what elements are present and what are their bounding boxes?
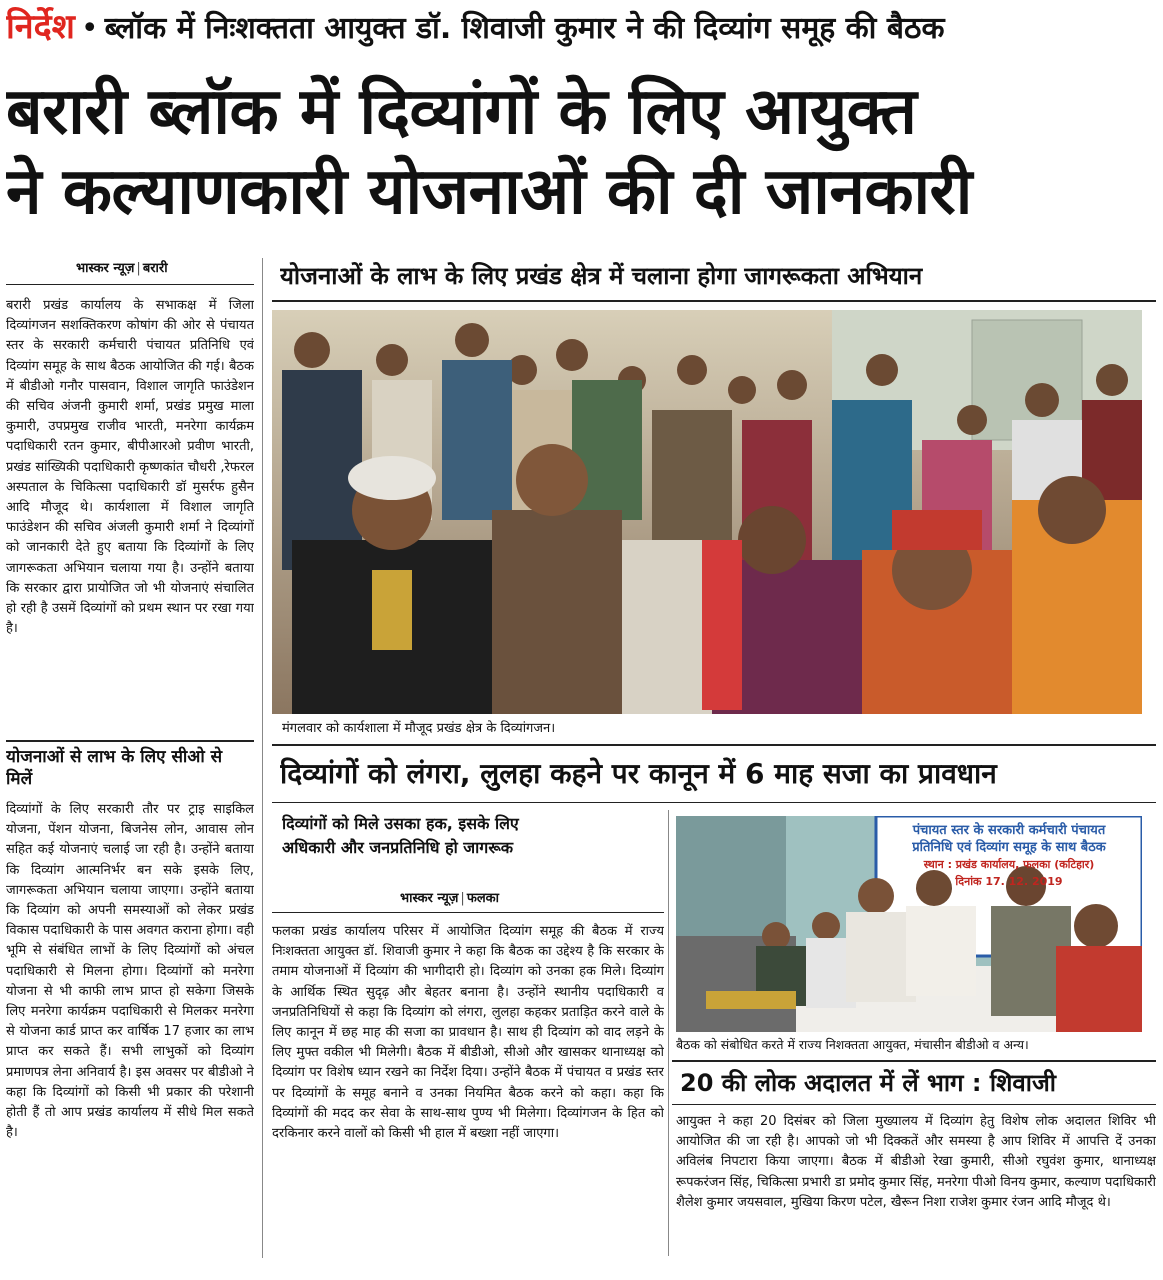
photo1-caption: मंगलवार को कार्यशाला में मौजूद प्रखंड क्षेत्र के दिव्यांगजन। xyxy=(282,721,556,736)
photo1-headline-rule xyxy=(272,300,1156,302)
photo2-banner-line-3: स्थान : प्रखंड कार्यालय, फलका (कटिहार) xyxy=(923,858,1095,871)
third-story-headline: 20 की लोक अदालत में लें भाग : शिवाजी xyxy=(680,1069,1056,1097)
left-body-2: दिव्यांगों के लिए सरकारी तौर पर ट्राइ साइकिल योजना, पेंशन योजना, बिजनेस लोन, आवास लोन सहित कई योजनाएं चलाई जा रही है। उन्होंने बताया कि दिव्यांग आत्मनिर्भर बन सके इसके लिए, जागरूकता अभियान चलाया जाएगा। उन्होंने बताया कि दिव्यांग को अपनी समस्याओं को लेकर प्रखंड विकास पदाधिकारी के पास अवगत कराना होगा। वही भूमि से संबंधित लाभों के लिए दिव्यांगों को अंचल पदाधिकारी से मिलना होगा। दिव्यांगों को मनरेगा योजना से भी काफी लाभ प्राप्त हो सकेगा जिसके लिए मनरेगा कार्यक्रम पदाधिकारी से मिलकर मनरेगा से योजना कार्ड प्राप्त कर वार्षिक 17 हजार का लाभ प्राप्त कर सकते हैं। सभी लाभुकों को दिव्यांग प्रमाणपत्र लेना अनिवार्य है। इस अवसर पर बीडीओ ने कहा कि दिव्यांगों को किसी भी प्रकार की परेशानी होती हैं तो आप प्रखंड कार्यालय में सीधे मिल सकते है। xyxy=(6,802,254,1141)
second-story-deck-line-2: अधिकारी और जनप्रतिनिधि हो जागरूक xyxy=(282,838,514,857)
kicker xyxy=(6,2,1156,58)
main-headline-line-1: बरारी ब्लॉक में दिव्यांगों के लिए आयुक्त xyxy=(6,75,917,149)
photo1-headline: योजनाओं के लाभ के लिए प्रखंड क्षेत्र में चलाना होगा जागरूकता अभियान xyxy=(280,262,923,290)
left-byline-rule xyxy=(6,284,254,285)
left-subhead-rule xyxy=(6,740,254,742)
photo2-banner-line-1: पंचायत स्तर के सरकारी कर्मचारी पंचायत xyxy=(912,823,1106,838)
second-story-top-rule xyxy=(272,744,1156,746)
second-byline-rule xyxy=(272,912,664,913)
photo2-banner xyxy=(882,822,1136,890)
left-byline-place: बरारी xyxy=(142,261,168,276)
left-body: बरारी प्रखंड कार्यालय के सभाकक्ष में जिला दिव्यांगजन सशक्तिकरण कोषांग की ओर से पंचायत स्तर के सरकारी कर्मचारी पंचायत प्रतिनिधि एवं दिव्यांग समूह के साथ बैठक आयोजित की गई। बैठक में बीडीओ गनौर पासवान, विशाल जागृति फाउंडेशन की सचिव अंजनी कुमारी शर्मा, प्रखंड प्रमुख माला कुमारी, उपप्रमुख राजीव भारती, मनरेगा कार्यक्रम पदाधिकारी रतन कुमार, बीपीआरओ प्रवीण भारती, प्रखंड सांख्यिकी पदाधिकारी कृष्णकांत चौधरी ,रेफरल अस्पताल के चिकित्सा पदाधिकारी डॉ मुसर्रफ हुसैन आदि मौजूद थे। कार्यशाला में विशाल जागृति फाउंडेशन की सचिव अंजली कुमारी शर्मा ने दिव्यांगों को जानकारी देते हुए बताया कि दिव्यांगों के लिए जागरूकता अभियान चलाया गया है। उन्होंने बताया कि सरकार द्वारा प्रायोजित जो भी योजनाएं संचालित हो रही है उसमें दिव्यांगों को प्रथम स्थान पर रखा गया है। xyxy=(6,298,254,637)
second-story-deck-line-1: दिव्यांगों को मिले उसका हक, इसके लिए xyxy=(282,814,519,833)
column-divider xyxy=(262,258,263,1258)
second-story-body: फलका प्रखंड कार्यालय परिसर में आयोजित दिव्यांग समूह की बैठक में राज्य निःशक्तता आयुक्त डॉ. शिवाजी कुमार ने कहा कि बैठक का उद्देश्य है कि सरकार के तमाम योजनाओं में दिव्यांग की भागीदारी हो। दिव्यांग को उनका हक मिले। दिव्यांग के आर्थिक स्थित सुदृढ़ और बेहतर बनाना है। उन्होंने स्थानीय पदाधिकारी व जनप्रतिनिधियों से कहा कि दिव्यांग को लंगरा, लुलहा कहकर प्रताड़ित करने वाले के लिए कानून में छह माह की सजा का प्रावधान है। साथ ही दिव्यांग को वाद लड़ने के लिए मुफ्त वकील भी मिलेगी। बैठक में बीडीओ, सीओ और खासकर थानाध्यक्ष को दिव्यांग पर विशेष ध्यान रखने का निर्देश दिया। उन्होंने बैठक में पंचायत व प्रखंड स्तर पर दिव्यांगों के समूह बनाने व उनका नियमित बैठक करने को कहा। कहा कि दिव्यांगों की मदद कर सेवा के साथ-साथ पुण्य भी मिलेगा। दिव्यांगजन के हित को दरकिनार करने वालों को किसी भी हाल में बख्शा नहीं जाएगा। xyxy=(272,924,664,1142)
kicker-bullet: • xyxy=(80,11,99,46)
left-subhead: योजनाओं से लाभ के लिए सीओ से मिलें xyxy=(6,747,223,789)
second-story-headline: दिव्यांगों को लंगरा, लुलहा कहने पर कानून में 6 माह सजा का प्रावधान xyxy=(280,757,997,790)
crowd-photo-illustration xyxy=(272,310,1142,714)
second-story-byline: भास्कर न्यूज़ | फलका xyxy=(400,891,500,906)
photo2-caption: बैठक को संबोधित करते में राज्य निशक्तता आयुक्त, मंचासीन बीडीओ व अन्य। xyxy=(676,1037,1029,1052)
photo2-banner-line-2: प्रतिनिधि एवं दिव्यांग समूह के साथ बैठक xyxy=(912,840,1106,855)
kicker-label: निर्देश xyxy=(6,7,75,47)
third-story-headline-rule xyxy=(672,1104,1156,1105)
left-byline-source: भास्कर न्यूज़ xyxy=(76,261,135,276)
second-byline-source: भास्कर न्यूज़ xyxy=(400,891,459,906)
second-story-headline-rule xyxy=(272,802,1156,803)
meeting-photo xyxy=(676,816,1142,1032)
second-byline-place: फलका xyxy=(466,891,500,906)
left-byline: भास्कर न्यूज़ | बरारी xyxy=(76,261,168,276)
photo2-banner-date: दिनांक 17. 12. 2019 xyxy=(955,875,1063,888)
third-story-body: आयुक्त ने कहा 20 दिसंबर को जिला मुख्यालय में दिव्यांग हेतु विशेष लोक अदालत शिविर भी आयोजित की जा रही है। आपको जो भी दिक्कतें और समस्या है आप शिविर में आपत्ति दें उनका अविलंब निपटारा किया जाएगा। बैठक में बीडीओ रेखा कुमारी, सीओ रघुवंश कुमार, थानाध्यक्ष रूपकरंजन सिंह, चिकित्सा प्रभारी डा प्रमोद कुमार सिंह, मनरेगा पीओ विनय कुमार, कल्याण पदाधिकारी शैलेश कुमार जयसवाल, मुखिया किरण पटेल, खैरून निशा राजेश कुमार रंजन आदि मौजूद थे। xyxy=(676,1114,1156,1210)
main-headline-line-2: ने कल्याणकारी योजनाओं की दी जानकारी xyxy=(6,155,972,229)
crowd-photo xyxy=(272,310,1142,714)
kicker-text: ब्लॉक में निःशक्तता आयुक्त डॉ. शिवाजी कुमार ने की दिव्यांग समूह की बैठक xyxy=(104,11,945,46)
third-story-top-rule xyxy=(672,1060,1156,1062)
inner-column-divider xyxy=(668,810,669,1256)
